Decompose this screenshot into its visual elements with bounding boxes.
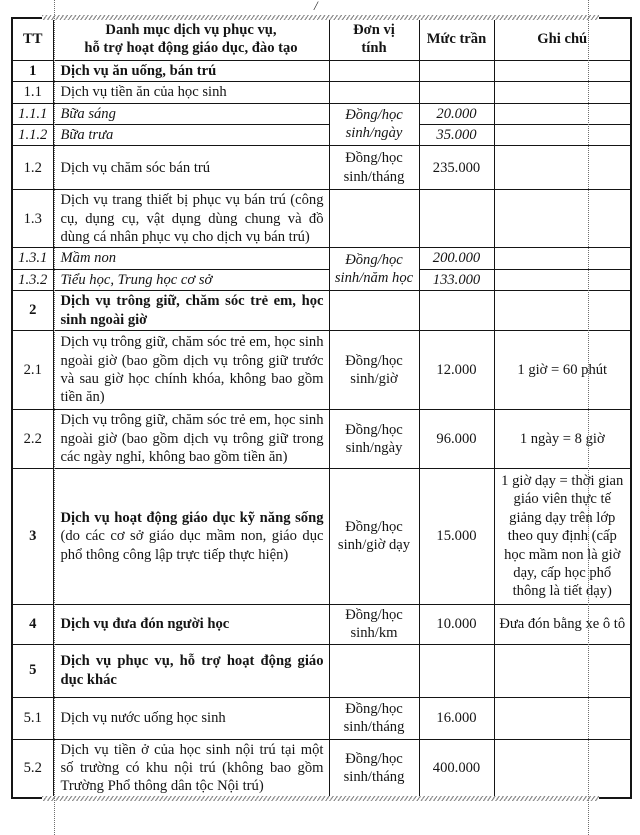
cell-unit bbox=[329, 291, 419, 331]
cell-unit: Đồng/học sinh/năm học bbox=[329, 248, 419, 291]
cell-note bbox=[494, 697, 631, 739]
table-row-2-1 bbox=[12, 330, 631, 409]
cell-tt: 5.2 bbox=[12, 739, 53, 798]
cell-unit: Đồng/học sinh/tháng bbox=[329, 146, 419, 190]
cell-note: Đưa đón bằng xe ô tô bbox=[494, 604, 631, 644]
cell-cap bbox=[419, 190, 494, 248]
cell-service: Dịch vụ đưa đón người học bbox=[53, 604, 329, 644]
cell-cap: 133.000 bbox=[419, 269, 494, 290]
cell-cap: 400.000 bbox=[419, 739, 494, 798]
cell-tt: 1 bbox=[12, 60, 53, 81]
cell-cap: 20.000 bbox=[419, 103, 494, 124]
table-row-1 bbox=[12, 60, 631, 81]
cell-tt: 2.1 bbox=[12, 330, 53, 409]
table-row-1-1-1 bbox=[12, 103, 631, 124]
cell-unit bbox=[329, 60, 419, 81]
table-row-1-1-2 bbox=[12, 124, 631, 145]
cell-tt: 1.1.2 bbox=[12, 124, 53, 145]
cell-tt: 5.1 bbox=[12, 697, 53, 739]
cell-service: Dịch vụ trông giữ, chăm sóc trẻ em, học sinh ngoài giờ (bao gồm dịch vụ trông giữ trong các ngày nghỉ, không bao gồm tiền ăn) bbox=[53, 409, 329, 468]
cell-service: Mầm non bbox=[53, 248, 329, 269]
cell-cap: 10.000 bbox=[419, 604, 494, 644]
header-note: Ghi chú bbox=[494, 18, 631, 60]
cell-unit: Đồng/học sinh/km bbox=[329, 604, 419, 644]
cell-unit: Đồng/học sinh/ngày bbox=[329, 103, 419, 146]
table-row-5-2 bbox=[12, 739, 631, 798]
cell-tt: 5 bbox=[12, 644, 53, 697]
fee-table-wrap bbox=[11, 17, 632, 799]
cell-cap bbox=[419, 644, 494, 697]
cell-tt: 1.3 bbox=[12, 190, 53, 248]
cell-tt: 3 bbox=[12, 468, 53, 604]
table-row-4 bbox=[12, 604, 631, 644]
cell-tt: 1.2 bbox=[12, 146, 53, 190]
cell-service: Bữa trưa bbox=[53, 124, 329, 145]
cell-note bbox=[494, 82, 631, 103]
table-row-2 bbox=[12, 291, 631, 331]
cell-note bbox=[494, 248, 631, 269]
header-service-name-line1: Danh mục dịch vụ phục vụ, bbox=[105, 22, 277, 38]
table-row-5-1 bbox=[12, 697, 631, 739]
cell-cap: 15.000 bbox=[419, 468, 494, 604]
table-row-1-1 bbox=[12, 82, 631, 103]
cell-service: Bữa sáng bbox=[53, 103, 329, 124]
cell-unit bbox=[329, 190, 419, 248]
cell-service bbox=[53, 468, 329, 604]
table-row-2-2 bbox=[12, 409, 631, 468]
table-row-1-3-1 bbox=[12, 248, 631, 269]
cell-unit: Đồng/học sinh/tháng bbox=[329, 739, 419, 798]
header-cap: Mức trần bbox=[419, 18, 494, 60]
cell-note bbox=[494, 269, 631, 290]
table-row-5 bbox=[12, 644, 631, 697]
cell-tt: 4 bbox=[12, 604, 53, 644]
cell-unit: Đồng/học sinh/giờ dạy bbox=[329, 468, 419, 604]
cell-unit: Đồng/học sinh/giờ bbox=[329, 330, 419, 409]
cell-note bbox=[494, 291, 631, 331]
cell-tt: 1.1 bbox=[12, 82, 53, 103]
table-header-row bbox=[12, 18, 631, 60]
table-continuation-border-bottom bbox=[42, 796, 599, 801]
table-continuation-border-top bbox=[42, 15, 599, 20]
header-service-name-line2: hỗ trợ hoạt động giáo dục, đào tạo bbox=[84, 40, 298, 57]
cell-note bbox=[494, 739, 631, 798]
page-top-mark: / bbox=[314, 0, 318, 13]
cell-service: Dịch vụ ăn uống, bán trú bbox=[53, 60, 329, 81]
header-unit: Đơn vị tính bbox=[329, 18, 419, 60]
header-tt: TT bbox=[12, 18, 53, 60]
header-service-name bbox=[53, 18, 329, 60]
table-row-3 bbox=[12, 468, 631, 604]
text-boundary-guide-right bbox=[588, 0, 589, 835]
cell-cap: 235.000 bbox=[419, 146, 494, 190]
cell-service: Dịch vụ nước uống học sinh bbox=[53, 697, 329, 739]
cell-service: Dịch vụ chăm sóc bán trú bbox=[53, 146, 329, 190]
cell-tt: 2 bbox=[12, 291, 53, 331]
cell-service-bold-part: Dịch vụ hoạt động giáo dục kỹ năng sống bbox=[60, 509, 324, 526]
cell-tt: 2.2 bbox=[12, 409, 53, 468]
cell-unit bbox=[329, 644, 419, 697]
cell-cap: 16.000 bbox=[419, 697, 494, 739]
cell-cap bbox=[419, 291, 494, 331]
cell-tt: 1.1.1 bbox=[12, 103, 53, 124]
cell-note bbox=[494, 644, 631, 697]
table-row-1-3 bbox=[12, 190, 631, 248]
cell-cap bbox=[419, 60, 494, 81]
cell-service: Dịch vụ phục vụ, hỗ trợ hoạt động giáo dục khác bbox=[53, 644, 329, 697]
cell-tt: 1.3.2 bbox=[12, 269, 53, 290]
cell-service: Dịch vụ tiền ở của học sinh nội trú tại một số trường có khu nội trú (không bao gồm Trường Phổ thông dân tộc Nội trú) bbox=[53, 739, 329, 798]
cell-note bbox=[494, 190, 631, 248]
cell-service: Tiểu học, Trung học cơ sở bbox=[53, 269, 329, 290]
cell-note bbox=[494, 124, 631, 145]
text-boundary-guide-left bbox=[54, 0, 55, 835]
cell-note bbox=[494, 60, 631, 81]
cell-tt: 1.3.1 bbox=[12, 248, 53, 269]
cell-unit: Đồng/học sinh/ngày bbox=[329, 409, 419, 468]
cell-note bbox=[494, 146, 631, 190]
cell-unit: Đồng/học sinh/tháng bbox=[329, 697, 419, 739]
cell-service: Dịch vụ trông giữ, chăm sóc trẻ em, học sinh ngoài giờ bbox=[53, 291, 329, 331]
cell-service: Dịch vụ trông giữ, chăm sóc trẻ em, học sinh ngoài giờ (bao gồm dịch vụ trông giữ trước và sau giờ học chính khóa, không bao gồm tiền ăn) bbox=[53, 330, 329, 409]
cell-note: 1 giờ dạy = thời gian giáo viên thực tế giảng dạy trên lớp theo quy định (cấp học mầm non là giờ dạy, cấp học phổ thông là tiết dạy) bbox=[494, 468, 631, 604]
cell-note: 1 ngày = 8 giờ bbox=[494, 409, 631, 468]
cell-cap: 12.000 bbox=[419, 330, 494, 409]
cell-service-regular-part: (do các cơ sở giáo dục mầm non, giáo dục phổ thông công lập trực tiếp thực hiện) bbox=[60, 528, 324, 563]
cell-cap: 96.000 bbox=[419, 409, 494, 468]
cell-service: Dịch vụ trang thiết bị phục vụ bán trú (công cụ, dụng cụ, vật dụng dùng chung và đồ dùng cá nhân phục vụ cho dịch vụ bán trú) bbox=[53, 190, 329, 248]
cell-cap bbox=[419, 82, 494, 103]
cell-unit bbox=[329, 82, 419, 103]
cell-note bbox=[494, 103, 631, 124]
table-row-1-3-2 bbox=[12, 269, 631, 290]
table-row-1-2 bbox=[12, 146, 631, 190]
cell-cap: 35.000 bbox=[419, 124, 494, 145]
cell-cap: 200.000 bbox=[419, 248, 494, 269]
cell-note: 1 giờ = 60 phút bbox=[494, 330, 631, 409]
fee-table bbox=[11, 17, 632, 799]
cell-service: Dịch vụ tiền ăn của học sinh bbox=[53, 82, 329, 103]
